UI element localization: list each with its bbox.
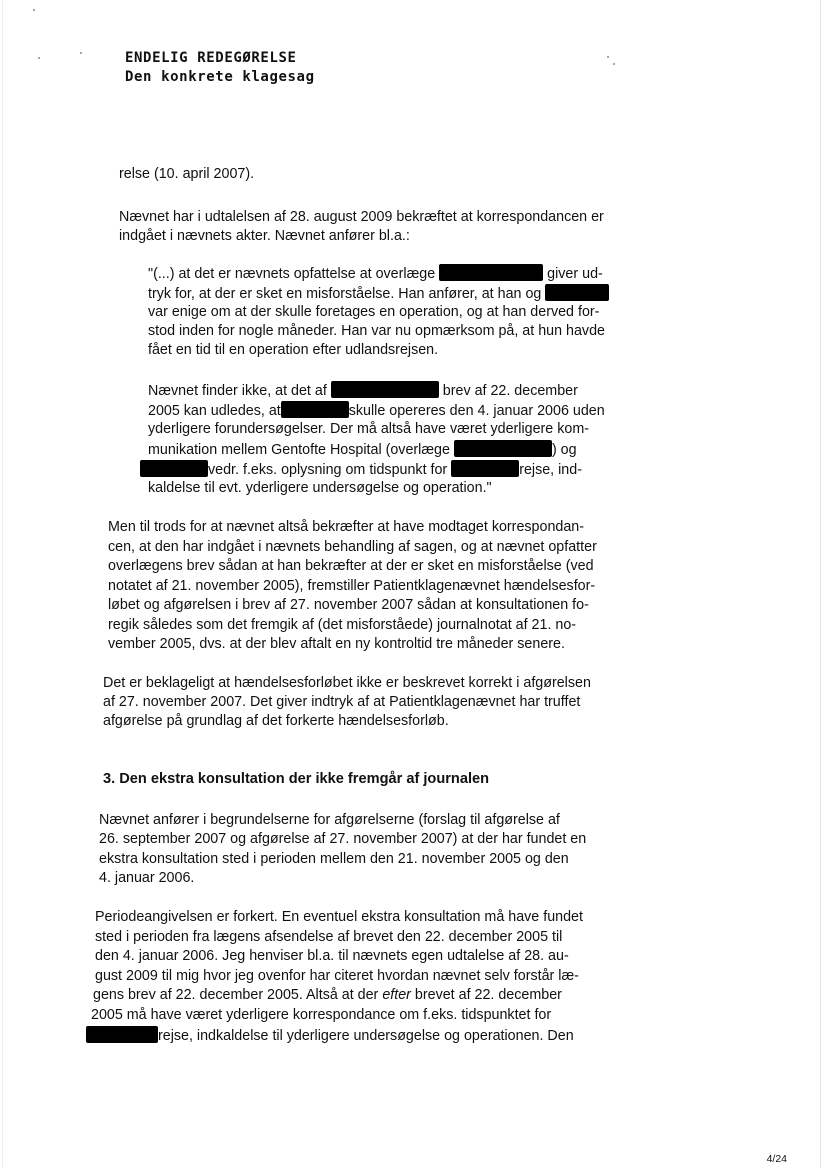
paragraph-line: rejse, indkaldelse til yderligere undersøgelse og operationen. Den — [86, 1026, 574, 1046]
document-title: ENDELIG REDEGØRELSE — [125, 50, 297, 66]
paragraph-line: regik således som det fremgik af (det misforståede) journalnotat af 21. no- — [108, 617, 577, 633]
paragraph-line: 26. september 2007 og afgørelse af 27. november 2007) at der har fundet en — [99, 831, 587, 847]
paragraph-line: den 4. januar 2006. Jeg henviser bl.a. til nævnets egen udtalelse af 28. au- — [95, 948, 569, 964]
page-number: 4/24 — [766, 1153, 787, 1165]
paragraph-line: af 27. november 2007. Det giver indtryk af at Patientklagenævnet har truffet — [103, 694, 581, 710]
emphasis-text: efter — [382, 987, 411, 1003]
paragraph-line: gens brev af 22. december 2005. Altså at der efter brevet af 22. december — [93, 987, 562, 1003]
quote-line: "(...) at det er nævnets opfattelse at overlæge giver ud- — [148, 266, 603, 282]
scan-speck — [33, 9, 35, 11]
redaction-bar — [140, 460, 208, 477]
paragraph-line: vember 2005, dvs. at der blev aftalt en ny kontroltid tre måneder senere. — [108, 636, 565, 652]
quote-line: yderligere forundersøgelser. Der må altså have været yderligere kom- — [148, 421, 590, 437]
paragraph-line: cen, at den har indgået i nævnets behandling af sagen, og at nævnet opfatter — [108, 539, 597, 555]
paragraph-line: notatet af 21. november 2005), fremstiller Patientklagenævnet hændelsesfor- — [108, 578, 596, 594]
paragraph-line: overlægens brev sådan at han bekræfter at der er sket en misforståelse (ved — [108, 558, 594, 574]
redaction-bar — [281, 401, 349, 418]
paragraph-line: Periodeangivelsen er forkert. En eventuel ekstra konsultation må have fundet — [95, 909, 583, 925]
quote-line: tryk for, at der er sket en misforståelse. Han anfører, at han og — [148, 284, 609, 304]
scan-edge-left — [2, 0, 3, 1168]
paragraph-line: ekstra konsultation sted i perioden mellem den 21. november 2005 og den — [99, 851, 569, 867]
paragraph-line: 4. januar 2006. — [99, 870, 195, 886]
paragraph-line: gust 2009 til mig hvor jeg ovenfor har citeret hvordan nævnet selv forstår læ- — [95, 968, 579, 984]
paragraph-line: Nævnet har i udtalelsen af 28. august 2009 bekræftet at korrespondancen er — [119, 209, 604, 225]
scan-speck — [607, 56, 609, 58]
document-subtitle: Den konkrete klagesag — [125, 69, 315, 85]
redaction-bar — [439, 264, 543, 281]
paragraph-line: indgået i nævnets akter. Nævnet anfører bl.a.: — [119, 228, 410, 244]
quote-line: vedr. f.eks. oplysning om tidspunkt for rejse, ind- — [140, 460, 582, 480]
redaction-bar — [545, 284, 609, 301]
quote-line: Nævnet finder ikke, at det af brev af 22. december — [148, 383, 578, 399]
paragraph-line: Nævnet anfører i begrundelserne for afgørelserne (forslag til afgørelse af — [99, 812, 560, 828]
quote-line: munikation mellem Gentofte Hospital (overlæge ) og — [148, 442, 577, 458]
redaction-bar — [454, 440, 552, 457]
quote-line: stod inden for nogle måneder. Han var nu opmærksom på, at hun havde — [148, 323, 605, 339]
scan-speck — [80, 52, 82, 54]
section-heading: 3. Den ekstra konsultation der ikke fremgår af journalen — [103, 771, 490, 787]
paragraph-line: Men til trods for at nævnet altså bekræfter at have modtaget korrespondan- — [108, 519, 585, 535]
paragraph-line: 2005 må have været yderligere korrespondance om f.eks. tidspunktet for — [91, 1007, 552, 1023]
paragraph-line: relse (10. april 2007). — [119, 166, 255, 182]
quote-line: var enige om at der skulle foretages en operation, og at han derved for- — [148, 304, 600, 320]
quote-line: fået en tid til en operation efter udlandsrejsen. — [148, 342, 439, 358]
redaction-bar — [451, 460, 519, 477]
quote-line: kaldelse til evt. yderligere undersøgelse og operation." — [148, 480, 492, 496]
redaction-bar — [86, 1026, 158, 1043]
paragraph-line: løbet og afgørelsen i brev af 27. november 2007 sådan at konsultationen fo- — [108, 597, 589, 613]
paragraph-line: sted i perioden fra lægens afsendelse af brevet den 22. december 2005 til — [95, 929, 563, 945]
paragraph-line: afgørelse på grundlag af det forkerte hændelsesforløb. — [103, 713, 449, 729]
redaction-bar — [331, 381, 439, 398]
scan-speck — [38, 57, 40, 59]
quote-line: 2005 kan udledes, at skulle opereres den 4. januar 2006 uden — [148, 403, 605, 419]
paragraph-line: Det er beklageligt at hændelsesforløbet ikke er beskrevet korrekt i afgørelsen — [103, 675, 591, 691]
scan-edge-right — [820, 0, 821, 1168]
scan-speck — [613, 63, 615, 65]
